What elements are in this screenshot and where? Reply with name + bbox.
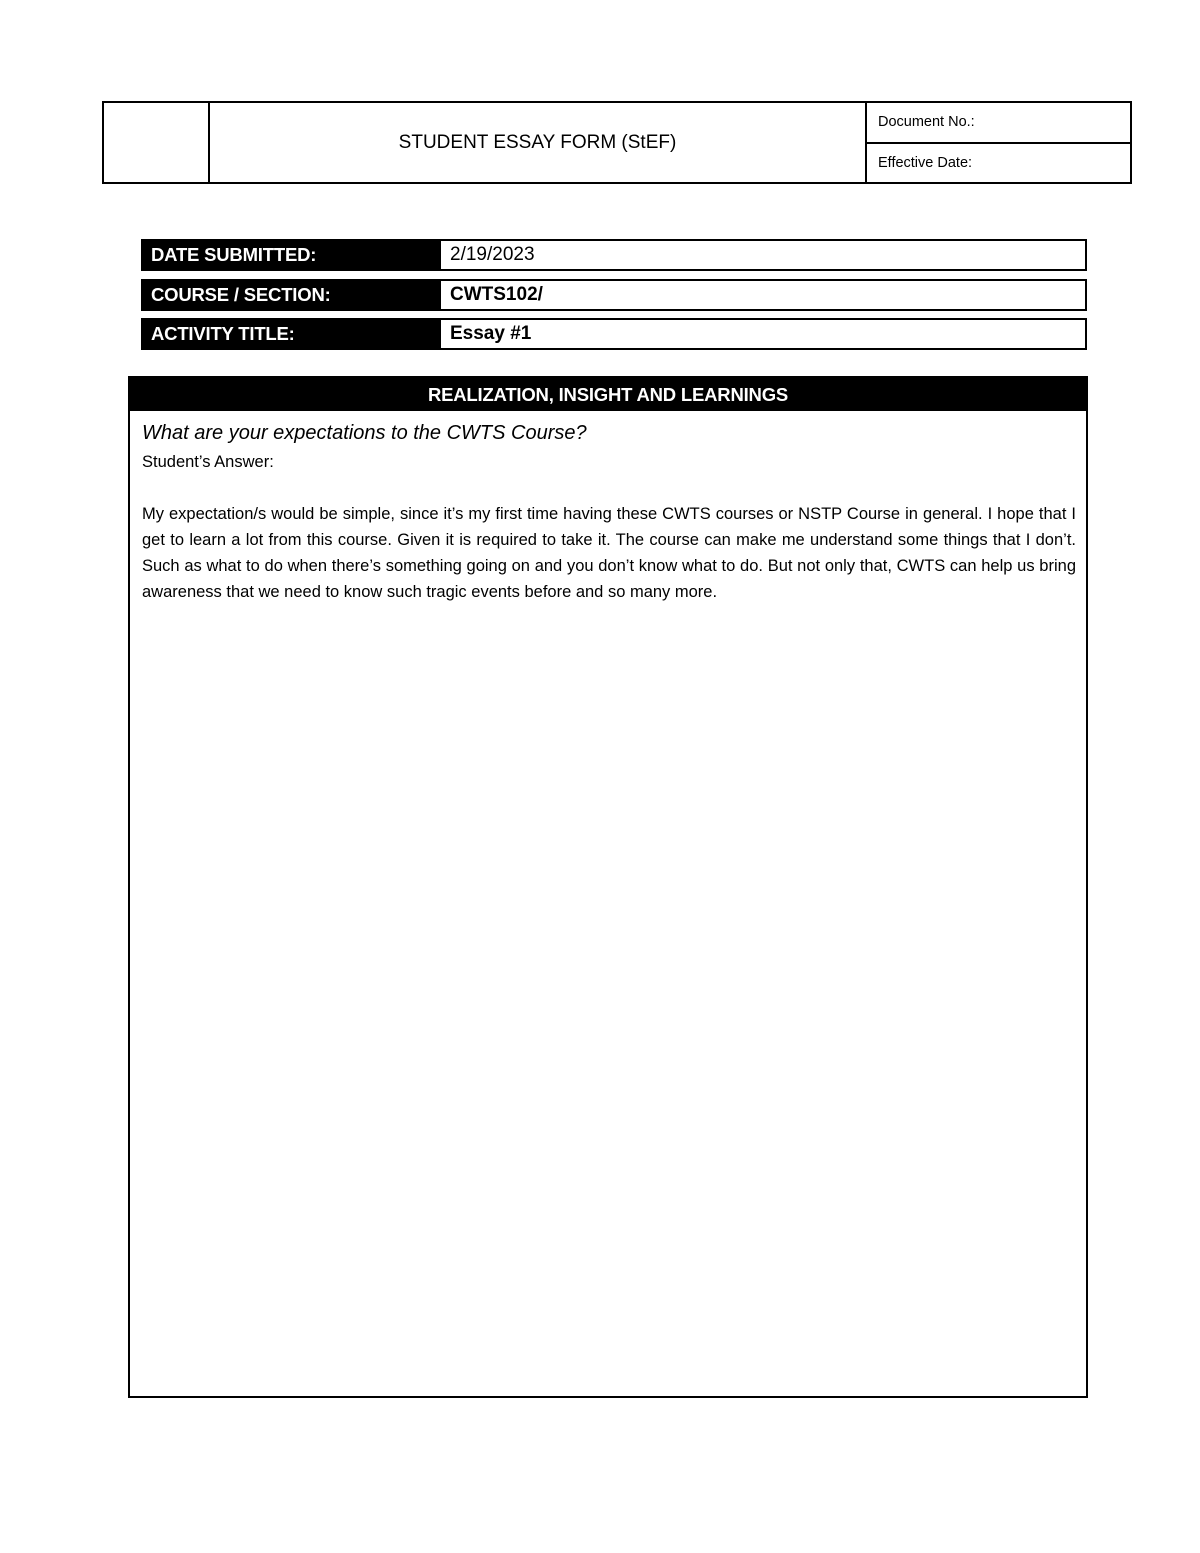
date-submitted-value: 2/19/2023 — [439, 239, 1087, 271]
effective-date-label: Effective Date: — [878, 154, 973, 171]
activity-title-row — [141, 318, 1087, 350]
logo-cell — [104, 103, 210, 182]
essay-answer-text: My expectation/s would be simple, since it’s my first time having these CWTS courses or NSTP Course in general. I hope that I get to learn a lot from this course. Given it is required to take it. The course can make me understand some things that I don’t. Such as what to do when there’s something going on and you don’t know what to do. But not only that, CWTS can help us bring awareness that we need to know such tragic events before and so many more. — [142, 505, 1076, 601]
activity-title-label: ACTIVITY TITLE: — [141, 318, 439, 350]
document-no-label: Document No.: — [867, 103, 1130, 144]
essay-question: What are your expectations to the CWTS Course? — [142, 422, 587, 444]
course-section-value: CWTS102/ — [439, 279, 1087, 311]
essay-heading: REALIZATION, INSIGHT AND LEARNINGS — [130, 378, 1086, 411]
course-section-label: COURSE / SECTION: — [141, 279, 439, 311]
form-header-table — [102, 101, 1132, 184]
document-meta — [867, 103, 1130, 182]
activity-title-value: Essay #1 — [439, 318, 1087, 350]
course-section-row — [141, 279, 1087, 311]
form-title: STUDENT ESSAY FORM (StEF) — [210, 103, 867, 182]
date-submitted-row — [141, 239, 1087, 271]
date-submitted-label: DATE SUBMITTED: — [141, 239, 439, 271]
answer-label: Student’s Answer: — [142, 453, 274, 471]
essay-section — [128, 376, 1088, 1398]
